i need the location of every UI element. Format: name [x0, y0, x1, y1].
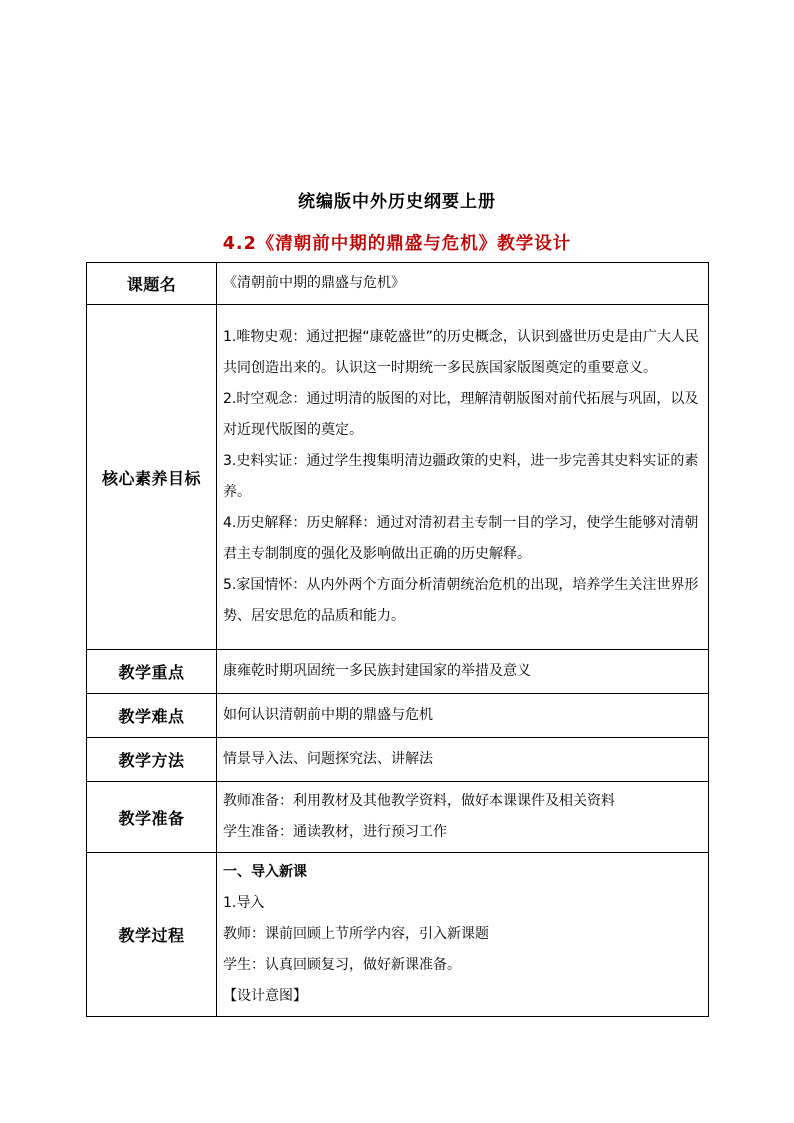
- goals-label: 核心素养目标: [87, 305, 217, 650]
- process-content: [217, 853, 709, 1017]
- goals-content: [217, 305, 709, 650]
- difficulties-label: 教学难点: [87, 694, 217, 738]
- process-student: 学生：认真回顾复习，做好新课准备。: [223, 957, 461, 973]
- key-points-value: 康雍乾时期巩固统一多民族封建国家的举措及意义: [217, 650, 709, 694]
- row-preparation: [87, 782, 709, 853]
- process-design-intent: 【设计意图】: [223, 988, 307, 1004]
- lesson-plan-table: [86, 262, 709, 1017]
- document-subtitle: 4.2《清朝前中期的鼎盛与危机》教学设计: [222, 234, 572, 254]
- process-label: 教学过程: [87, 853, 217, 1017]
- row-topic: [87, 263, 709, 305]
- preparation-content: [217, 782, 709, 853]
- process-section-heading: 一、导入新课: [223, 864, 307, 880]
- teacher-preparation: 教师准备：利用教材及其他教学资料，做好本课课件及相关资料: [223, 793, 615, 809]
- goal-item: 4.历史解释：历史解释：通过对清初君主专制一目的学习，使学生能够对清朝君主专制制度的强化及影响做出正确的历史解释。: [223, 515, 699, 562]
- methods-value: 情景导入法、问题探究法、讲解法: [217, 738, 709, 782]
- goal-item: 3.史料实证：通过学生搜集明清边疆政策的史料，进一步完善其史料实证的素养。: [223, 453, 699, 500]
- row-process: [87, 853, 709, 1017]
- topic-value: 《清朝前中期的鼎盛与危机》: [217, 263, 709, 305]
- process-step: 1.导入: [223, 895, 265, 911]
- key-points-label: 教学重点: [87, 650, 217, 694]
- row-key-points: [87, 650, 709, 694]
- row-goals: [87, 305, 709, 650]
- goal-item: 2.时空观念：通过明清的版图的对比，理解清朝版图对前代拓展与巩固，以及对近现代版图的奠定。: [223, 391, 699, 438]
- row-methods: [87, 738, 709, 782]
- difficulties-value: 如何认识清朝前中期的鼎盛与危机: [217, 694, 709, 738]
- goal-item: 5.家国情怀：从内外两个方面分析清朝统治危机的出现，培养学生关注世界形势、居安思危的品质和能力。: [223, 577, 699, 624]
- document-title: 统编版中外历史纲要上册: [298, 192, 496, 212]
- student-preparation: 学生准备：通读教材，进行预习工作: [223, 824, 447, 840]
- process-teacher: 教师：课前回顾上节所学内容，引入新课题: [223, 926, 489, 942]
- preparation-label: 教学准备: [87, 782, 217, 853]
- topic-label: 课题名: [87, 263, 217, 305]
- goal-item: 1.唯物史观：通过把握“康乾盛世”的历史概念，认识到盛世历史是由广大人民共同创造出来的。认识这一时期统一多民族国家版图奠定的重要意义。: [223, 329, 699, 376]
- row-difficulties: [87, 694, 709, 738]
- methods-label: 教学方法: [87, 738, 217, 782]
